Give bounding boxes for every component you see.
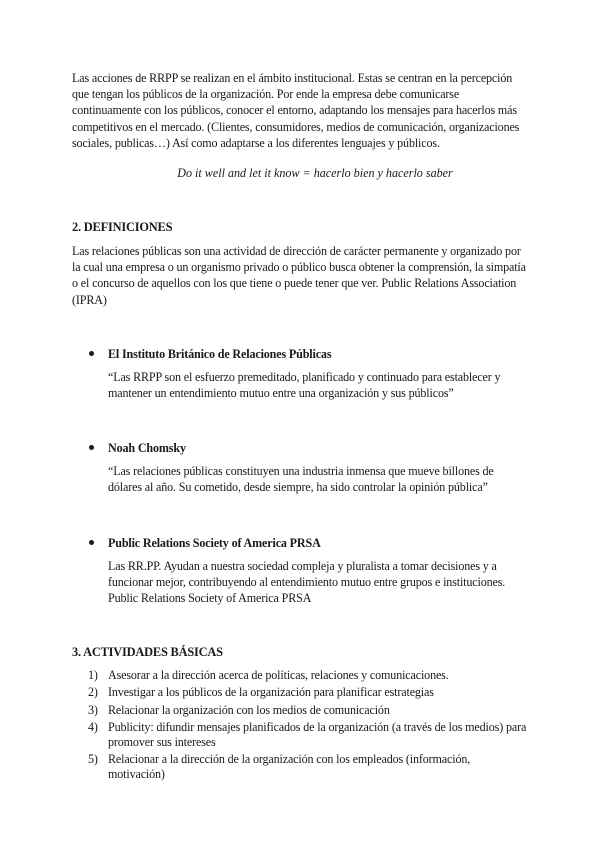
activity-item bbox=[72, 685, 528, 700]
definition-text: “Las relaciones públicas constituyen una industria inmensa que mueve billones de dólares al año. Su cometido, desde siempre, ha sido controlar la opinión pública” bbox=[108, 464, 494, 495]
definition-title: Noah Chomsky bbox=[108, 441, 186, 456]
section-2-title: 2. DEFINICIONES bbox=[72, 220, 173, 235]
section-2-paragraph: Las relaciones públicas son una actividad de dirección de carácter permanente y organizado por la cual una empresa o un organismo privado o público busca obtener la comprensión, la simpatía o el concurso de aquellos con los que tiene o puede tener que ver. Public Relations Association (IPRA) bbox=[72, 244, 526, 307]
activity-number: 3) bbox=[88, 702, 98, 717]
activity-number: 5) bbox=[88, 752, 98, 767]
activity-text: Investigar a los públicos de la organización para planificar estrategias bbox=[108, 685, 434, 700]
bullet-icon bbox=[89, 351, 94, 356]
definition-item bbox=[72, 346, 528, 401]
activity-number: 2) bbox=[88, 685, 98, 700]
bullet-icon bbox=[89, 540, 94, 545]
activity-text: Asesorar a la dirección acerca de políticas, relaciones y comunicaciones. bbox=[108, 668, 449, 683]
bullet-icon bbox=[89, 445, 94, 450]
activity-text: Relacionar a la dirección de la organización con los empleados (información, motivación) bbox=[108, 752, 471, 782]
motto: Do it well and let it know = hacerlo bien y hacerlo saber bbox=[177, 166, 453, 181]
activity-text: Publicity: difundir mensajes planificados de la organización (a través de los medios) para promover sus intereses bbox=[108, 719, 527, 750]
intro-paragraph: Las acciones de RRPP se realizan en el ámbito institucional. Estas se centran en la percepción que tengan los públicos de la organización. Por ende la empresa debe comunicarse continuamente con los públicos, conocer el entorno, adaptando los mensajes para hacerlos más competitivos en el mercado. (Clientes, consumidores, medios de comunicación, organizaciones sociales, publicas…) Así como adaptarse a los diferentes lenguajes y públicos. bbox=[72, 71, 520, 150]
activity-item bbox=[72, 703, 528, 718]
document-page bbox=[72, 70, 528, 785]
activity-item bbox=[72, 752, 528, 782]
activity-text: Relacionar la organización con los medios de comunicación bbox=[108, 702, 390, 717]
definitions-list bbox=[72, 346, 528, 606]
definition-text: Las RR.PP. Ayudan a nuestra sociedad compleja y pluralista a tomar decisiones y a funcionar mejor, contribuyendo al entendimiento mutuo entre grupos e instituciones. Public Relations Society of America PRSA bbox=[108, 558, 506, 606]
definition-title: Public Relations Society of America PRSA bbox=[108, 535, 321, 550]
definition-text: “Las RRPP son el esfuerzo premeditado, planificado y continuado para establecer y mantener un entendimiento mutuo entre una organización y sus públicos” bbox=[108, 369, 501, 401]
definition-item bbox=[72, 440, 528, 495]
activities-list bbox=[72, 668, 528, 782]
activity-number: 4) bbox=[88, 719, 98, 734]
definition-item bbox=[72, 535, 528, 607]
definition-title: El Instituto Británico de Relaciones Públicas bbox=[108, 346, 332, 361]
activity-item bbox=[72, 720, 528, 750]
section-3-title: 3. ACTIVIDADES BÁSICAS bbox=[72, 645, 223, 660]
activity-number: 1) bbox=[88, 668, 98, 683]
activity-item bbox=[72, 668, 528, 683]
